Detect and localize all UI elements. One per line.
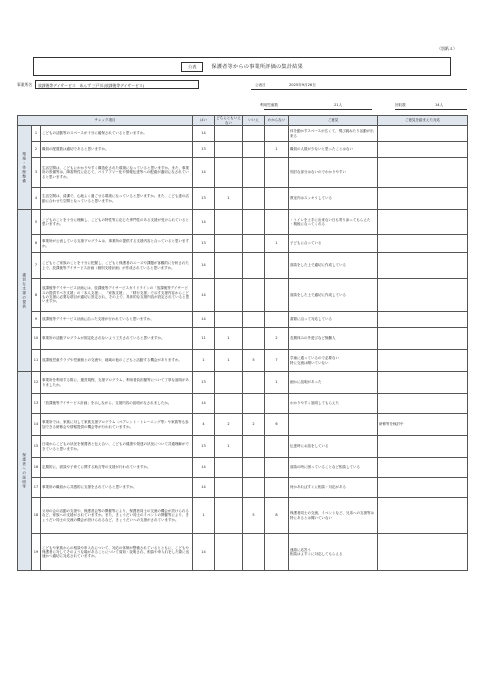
evaluation-table	[17, 115, 468, 571]
no-count	[243, 235, 265, 253]
facility-info	[17, 80, 467, 91]
unknown-count	[265, 436, 289, 458]
mostly-count	[215, 235, 243, 253]
row-number: 2	[32, 142, 41, 158]
no-count	[243, 142, 265, 158]
table-row	[18, 188, 468, 210]
page-title: 保護者等からの事業所評価の集計結果	[211, 64, 303, 70]
table-row	[18, 328, 468, 350]
mostly-count	[215, 372, 243, 394]
unknown-count	[265, 279, 289, 312]
response-text	[378, 142, 468, 158]
opinion-text: わかりやすく説明してもらえた	[289, 394, 378, 414]
opinion-text: 細かに説明があった	[289, 372, 378, 394]
unknown-count	[265, 534, 289, 571]
response-text	[378, 158, 468, 188]
public-label: 公表	[181, 62, 203, 72]
header-yes: はい	[193, 116, 215, 126]
unknown-count	[265, 394, 289, 414]
response-text	[378, 279, 468, 312]
question-text: 放課後等デイサービス計画に沿った支援が行われていると思いますか。	[41, 312, 193, 328]
no-count	[243, 253, 265, 279]
row-number: 11	[32, 350, 41, 372]
yes-count: 1	[193, 498, 215, 534]
count-info	[17, 101, 467, 110]
mostly-count: 1	[215, 328, 243, 350]
pub-date-value: 2025年9月26日	[289, 83, 316, 87]
row-number: 16	[32, 458, 41, 478]
mostly-count	[215, 279, 243, 312]
mostly-count: 1	[215, 350, 243, 372]
yes-count: 14	[193, 534, 215, 571]
unknown-count: 1	[265, 235, 289, 253]
question-text: 生活空間は、こどもにわかりやすく構造化された環境になっていると思いますか。また、事業所の設備等は、障害特性に応じて、バリアフリー化や情報伝達等への配慮が適切になされていると思いますか。	[41, 158, 193, 188]
unknown-count: 1	[265, 142, 289, 158]
question-text: 事業所が公表している支援プログラムは、事業所の提供する支援内容と合っていると思いますか。	[41, 235, 193, 253]
row-number: 8	[32, 279, 41, 312]
question-text: 「放課後等デイサービス計画」を示しながら、支援内容の説明がなされましたか。	[41, 394, 193, 414]
no-count	[243, 458, 265, 478]
unknown-count	[265, 158, 289, 188]
row-number: 14	[32, 414, 41, 436]
unknown-count: 7	[265, 350, 289, 372]
row-number: 6	[32, 235, 41, 253]
unknown-count: 8	[265, 498, 289, 534]
header-check-item: チェック項目	[18, 116, 193, 126]
response-text	[378, 253, 468, 279]
header-no: いいえ	[243, 116, 265, 126]
question-text: こどものことを十分に理解し、こどもの特性等に応じた専門性のある支援が受けられていると思いますか。	[41, 210, 193, 235]
no-count	[243, 534, 265, 571]
table-row	[18, 414, 468, 436]
no-count	[243, 478, 265, 498]
response-text	[378, 458, 468, 478]
unknown-count: 1	[265, 372, 289, 394]
unknown-count	[265, 458, 289, 478]
opinion-text: 体を動かすスペースが広くて、飛び跳ねたり活動が出来る	[289, 126, 378, 142]
opinion-text: ・トイレを上手に出来ない日も寄り添ってもらえた ・親睦になってくれる	[289, 210, 378, 235]
question-text: 事業所の活動プログラムが固定化されないよう工夫されていると思いますか。	[41, 328, 193, 350]
table-row	[18, 498, 468, 534]
response-text	[378, 235, 468, 253]
opinion-text: 面談の時に困っていることなど相談している	[289, 458, 378, 478]
category-label: 環境・体制整備	[18, 126, 32, 210]
row-number: 13	[32, 394, 41, 414]
table-row	[18, 458, 468, 478]
no-count	[243, 372, 265, 394]
question-text: 事業所では、家族に対して家族支援プログラム（ペアレント・トレーニング等）や家族等も参加できる研修会や情報提供の機会等が行われていますか。	[41, 414, 193, 436]
mostly-count	[215, 158, 243, 188]
divider	[395, 109, 467, 110]
facility-label: 事業所名	[17, 82, 33, 87]
yes-count: 13	[193, 372, 215, 394]
row-number: 1	[32, 126, 41, 142]
yes-count: 13	[193, 142, 215, 158]
mostly-count	[215, 210, 243, 235]
unknown-count: 2	[265, 328, 289, 350]
opinion-text: 学童に通っているので必要ない 特に交流は聞いていない	[289, 350, 378, 372]
question-text: 父母の会の活動の支援や、保護者会等の開催等により、保護者同士の交流の機会が設けられるなど、家族への支援がされていますか。また、きょうだい同士のイベントの開催等により、きょうだい同士の交流の機会が設けられるなど、きょうだいへの支援がされていますか。	[41, 498, 193, 534]
unknown-count	[265, 478, 289, 498]
row-number: 3	[32, 158, 41, 188]
table-row	[18, 372, 468, 394]
question-text: こどもの活動等のスペースが十分に確保されていると思いますか。	[41, 126, 193, 142]
table-row	[18, 210, 468, 235]
unknown-count	[265, 312, 289, 328]
mostly-count	[215, 498, 243, 534]
users-label: 利用児童数	[260, 103, 278, 107]
table-row	[18, 350, 468, 372]
opinion-text: 長期休みの外遊びなど無難人	[289, 328, 378, 350]
opinion-text: 連絡に応答う 相談はよすぐに対応してもらえる	[289, 534, 378, 571]
pub-date-label: 公表日	[255, 83, 266, 87]
header-improvement: ご意見を踏まえた対応	[378, 116, 468, 126]
unknown-count: 6	[265, 414, 289, 436]
opinion-text: 面談をした上で適切に作成している	[289, 253, 378, 279]
mostly-count	[215, 458, 243, 478]
category-label: 保護者への説明等	[18, 372, 32, 571]
table-row	[18, 279, 468, 312]
mostly-count	[215, 478, 243, 498]
row-number: 10	[32, 328, 41, 350]
response-text	[378, 350, 468, 372]
table-row	[18, 142, 468, 158]
table-row	[18, 235, 468, 253]
no-count	[243, 279, 265, 312]
table-row	[18, 158, 468, 188]
header-mostly: どちらともいえない	[216, 116, 241, 125]
response-text	[378, 328, 468, 350]
no-count	[243, 158, 265, 188]
no-count	[243, 210, 265, 235]
no-count	[243, 312, 265, 328]
mostly-count: 1	[215, 436, 243, 458]
mostly-count	[215, 126, 243, 142]
mostly-count	[215, 534, 243, 571]
question-text: 職員の配置数は適切であると思いますか。	[41, 142, 193, 158]
response-text	[378, 394, 468, 414]
yes-count: 1	[193, 350, 215, 372]
question-text: 定期的に、面談や子育てに関する助言等の支援が行われていますか。	[41, 458, 193, 478]
responses-label: 回収数	[395, 103, 406, 107]
yes-count: 14	[193, 210, 215, 235]
yes-count: 14	[193, 279, 215, 312]
opinion-text: 伝達時にお話をしている	[289, 436, 378, 458]
response-text	[378, 210, 468, 235]
category-label: 適切な支援の提供	[18, 210, 32, 372]
yes-count: 13	[193, 188, 215, 210]
responses-value: 14人	[435, 103, 444, 107]
row-number: 5	[32, 210, 41, 235]
response-text	[378, 478, 468, 498]
row-number: 19	[32, 534, 41, 571]
response-text	[378, 188, 468, 210]
yes-count: 14	[193, 253, 215, 279]
table-row	[18, 253, 468, 279]
question-text: 放課後児童クラブや児童館との交流や、地域の他のこどもと活動する機会がありますか。	[41, 350, 193, 372]
response-text	[378, 436, 468, 458]
divider	[264, 109, 372, 110]
opinion-text: 保護者同士の交流、イベントなど、兄弟への支援等は特にあるとは聞いていない	[289, 498, 378, 534]
yes-count: 14	[193, 312, 215, 328]
row-number: 9	[32, 312, 41, 328]
users-value: 21人	[334, 103, 343, 107]
opinion-text: 子どもに合っている	[289, 235, 378, 253]
no-count	[243, 126, 265, 142]
opinion-text: 別討な部分はないのでわかりやすい	[289, 158, 378, 188]
no-count	[243, 188, 265, 210]
unknown-count	[265, 188, 289, 210]
mostly-count	[215, 394, 243, 414]
attachment-label: （別紙４）	[437, 46, 457, 51]
row-number: 12	[32, 372, 41, 394]
row-number: 18	[32, 498, 41, 534]
opinion-text	[289, 414, 378, 436]
row-number: 15	[32, 436, 41, 458]
title-box	[33, 57, 451, 76]
table-row	[18, 394, 468, 414]
question-text: 生活空間は、清潔で、心地よく過ごせる環境になっていると思いますか。また、こども達の活動に合わせた空間となっていると思いますか。	[41, 188, 193, 210]
unknown-count	[265, 210, 289, 235]
opinion-text: 面談をした上で適切に作成している	[289, 279, 378, 312]
mostly-count: 2	[215, 414, 243, 436]
table-header-row	[18, 116, 468, 126]
table-row	[18, 478, 468, 498]
yes-count: 13	[193, 235, 215, 253]
mostly-count: 1	[215, 188, 243, 210]
table-row	[18, 312, 468, 328]
response-text	[378, 498, 468, 534]
yes-count: 11	[193, 328, 215, 350]
mostly-count	[215, 253, 243, 279]
yes-count: 14	[193, 158, 215, 188]
header-opinions: ご意見	[289, 116, 378, 126]
question-text: こどもとご家族のことを十分に把握し、こどもと保護者のニーズや課題が客観的に分析された上で、放課後等デイサービス計画（個別支援計画）が作成されていると思いますか。	[41, 253, 193, 279]
opinion-text: 何かあればすぐに相談・対応がある	[289, 478, 378, 498]
opinion-text: 教室内はスッキリしている	[289, 188, 378, 210]
opinion-text: 書類に沿って対応している	[289, 312, 378, 328]
yes-count: 14	[193, 458, 215, 478]
question-text: 事業所の職員から共感的に支援をされていると思いますか。	[41, 478, 193, 498]
question-text: 放課後等デイサービス計画には、放課後等デイサービスガイドラインの「放課後等デイサービスの提供すべき支援」の「本人支援」、「家族支援」、「移行支援」で示す支援内容からこどもの支援に必要な項目が適切に設定され、その上で、具体的な支援内容が設定されていると思いますか。	[41, 279, 193, 312]
yes-count: 13	[193, 436, 215, 458]
yes-count: 14	[193, 394, 215, 414]
question-text: 事業所を利用する際に、運営規程、支援プログラム、利用者負担額等について丁寧な説明がありましたか。	[41, 372, 193, 394]
no-count: 2	[243, 414, 265, 436]
facility-name: 放課後等デイサービス あんず 三戸川(放課後等デイサービス)	[35, 80, 199, 89]
response-text	[378, 534, 468, 571]
question-text: こどもや家族からの相談や申入れについて、対応の体制が整備されているとともに、こどもや保護者に対してそのような場があることについて周知・説明され、相談や申入れをした際に迅速かつ適切に対応されていますか。	[41, 534, 193, 571]
yes-count: 4	[193, 414, 215, 436]
mostly-count	[215, 312, 243, 328]
yes-count: 14	[193, 478, 215, 498]
opinion-text: 職員の人数が少ないと思ったことはない	[289, 142, 378, 158]
mostly-count	[215, 142, 243, 158]
header-unknown: わからない	[265, 116, 289, 126]
no-count	[243, 394, 265, 414]
row-number: 7	[32, 253, 41, 279]
no-count	[243, 436, 265, 458]
table-row	[18, 534, 468, 571]
row-number: 4	[32, 188, 41, 210]
divider	[251, 89, 467, 90]
unknown-count	[265, 253, 289, 279]
table-row	[18, 126, 468, 142]
yes-count: 14	[193, 126, 215, 142]
no-count: 5	[243, 498, 265, 534]
response-text	[378, 372, 468, 394]
unknown-count	[265, 126, 289, 142]
response-text	[378, 126, 468, 142]
row-number: 17	[32, 478, 41, 498]
question-text: 日頃からこどもの状況を保護者と伝え合い、こどもの健康や発達の状況について共通理解ができていると思いますか。	[41, 436, 193, 458]
no-count: 5	[243, 350, 265, 372]
table-row	[18, 436, 468, 458]
no-count	[243, 328, 265, 350]
response-text	[378, 312, 468, 328]
response-text: 研修等を検討中	[378, 414, 468, 436]
